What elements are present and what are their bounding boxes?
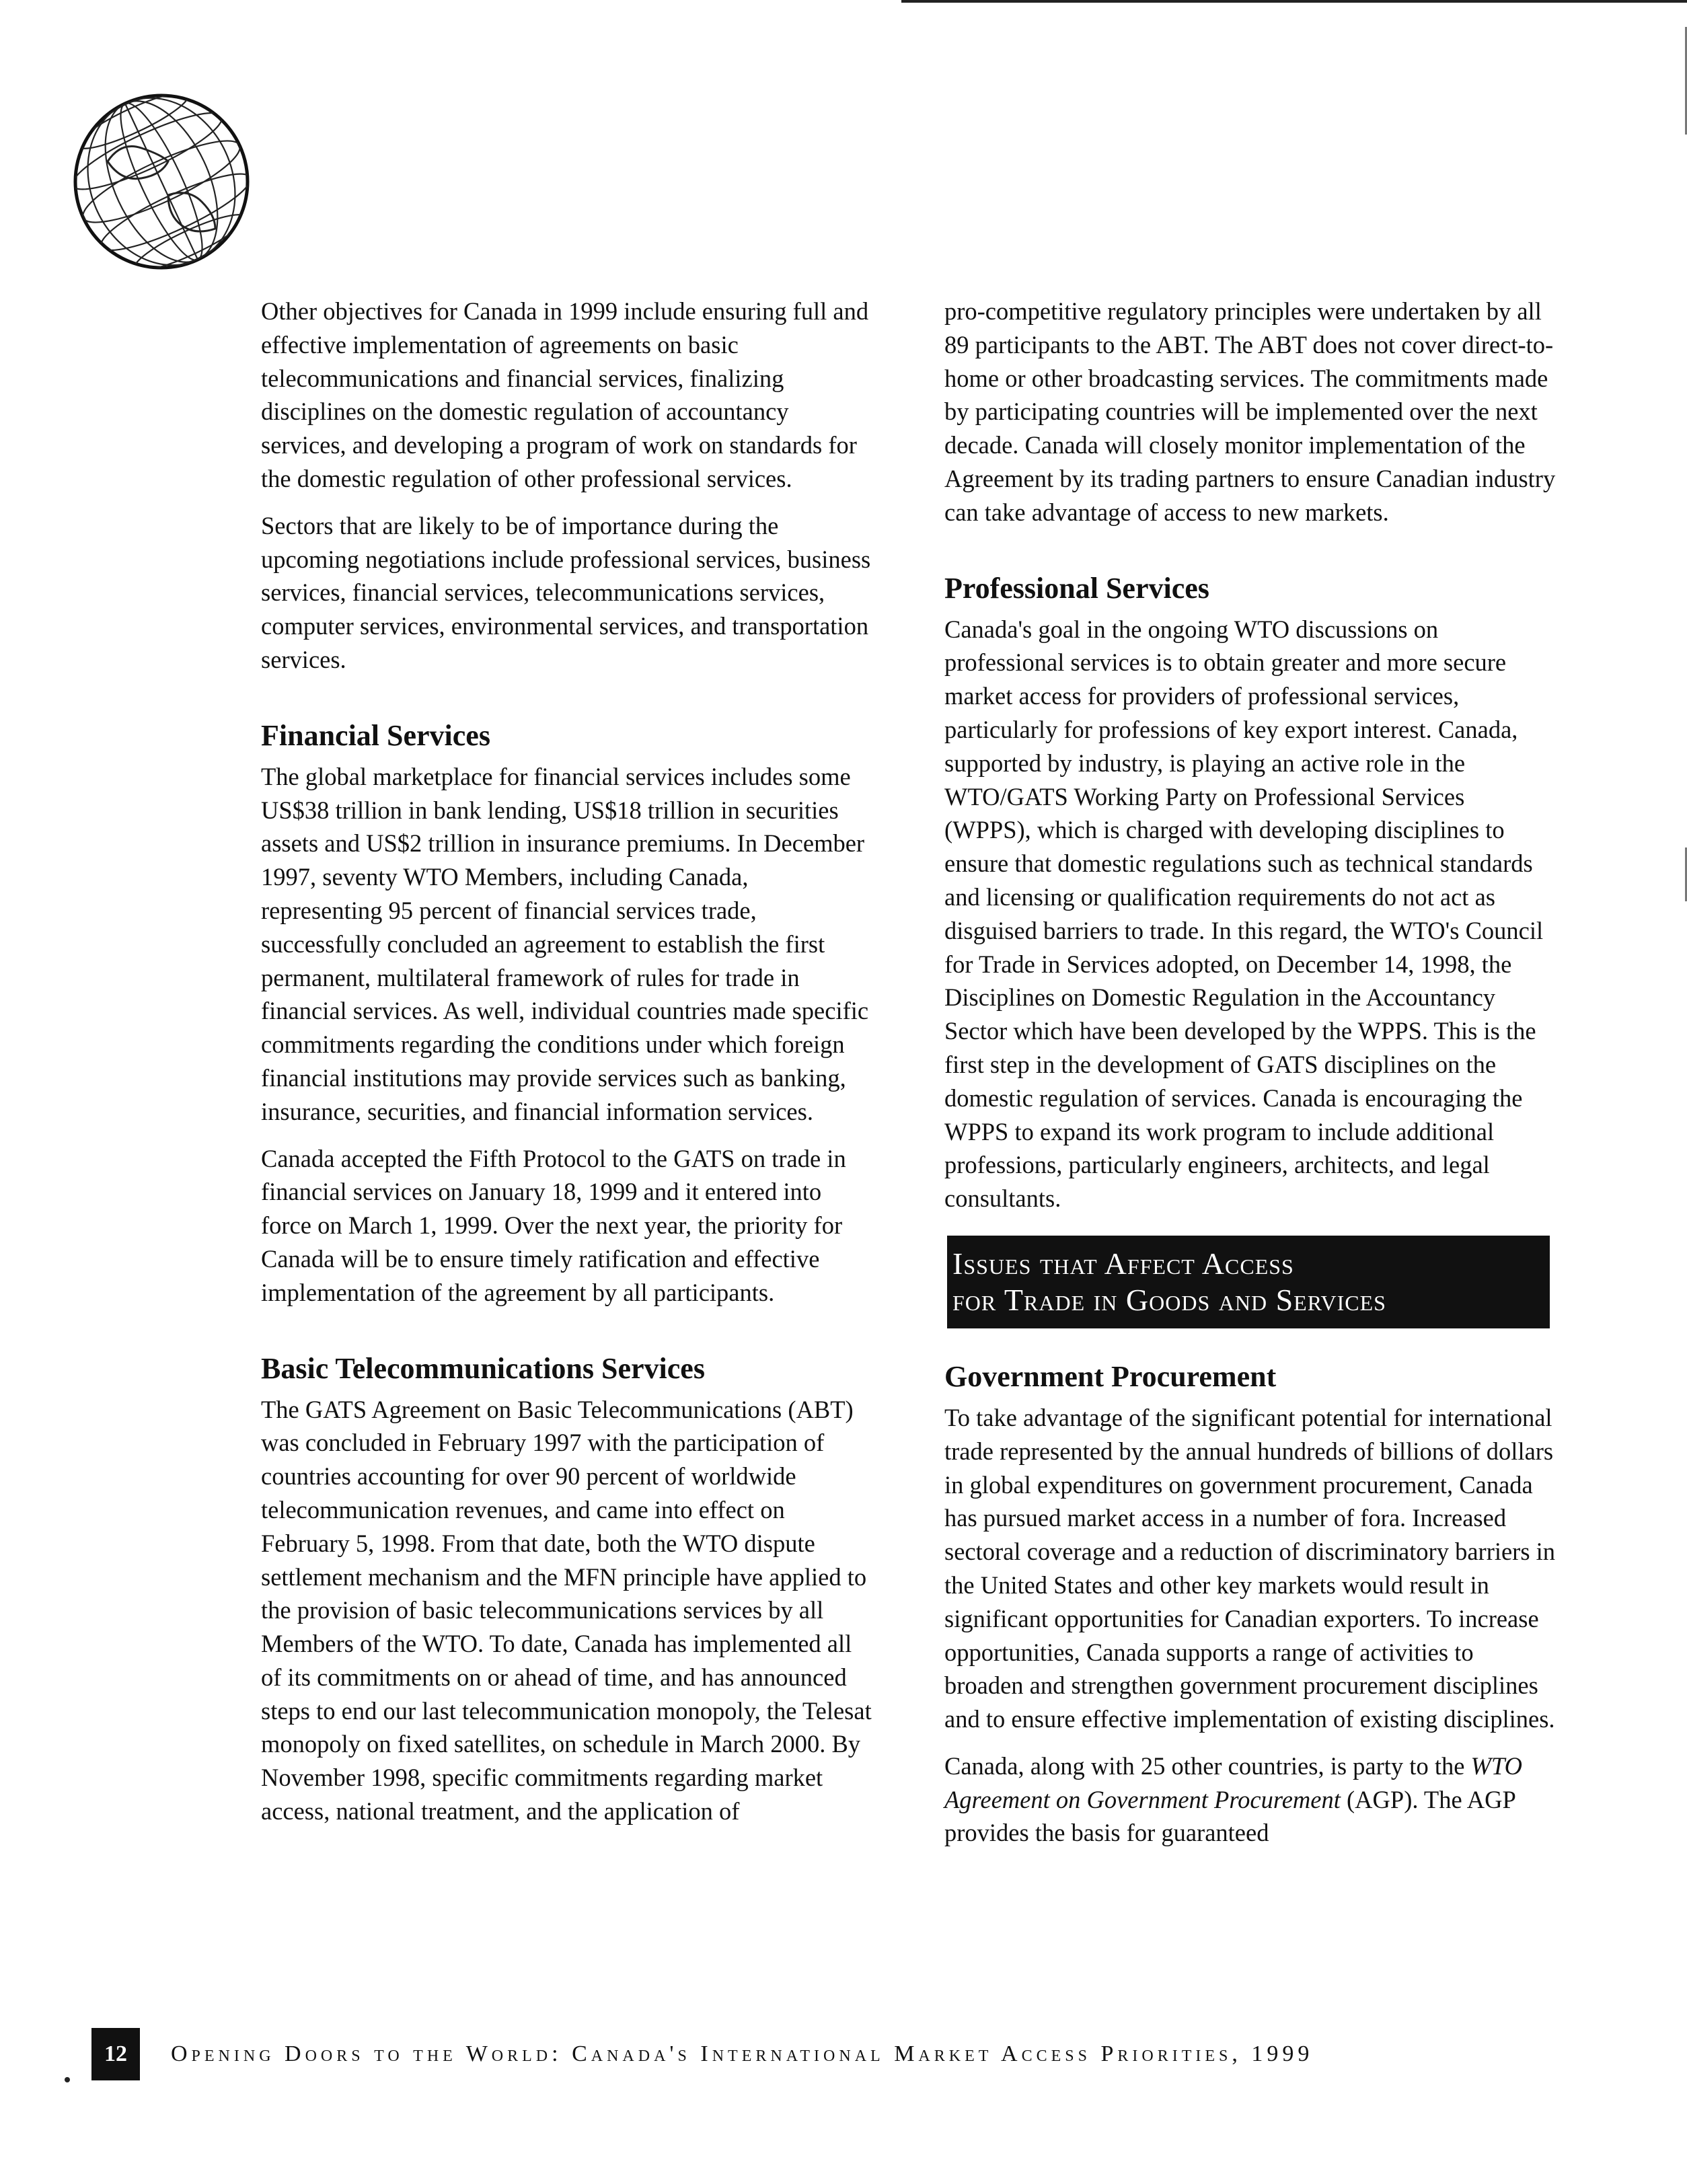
section-heading-professional-services: Professional Services [944,571,1209,605]
text-run: (AGP). The AGP provides the basis for guaranteed [944,1785,1515,1847]
section-heading-basic-telecommunications: Basic Telecommunications Services [261,1351,705,1385]
banner-line-2: for Trade in Goods and Services [952,1282,1386,1317]
paragraph: Other objectives for Canada in 1999 include ensuring full and effective implementation of agreements on basic telecommunications and financial services, finalizing disciplines on the domestic regulation of accountancy services, and developing a program of work on standards for the domestic regulation of other professional services. [261,297,869,492]
paragraph: The global marketplace for financial services includes some US$38 trillion in bank lending, US$18 trillion in securities assets and US$2 trillion in insurance premiums. In December 1997, seventy WTO Members, including Canada, representing 95 percent of financial services trade, successfully concluded an agreement to establish the first permanent, multilateral framework of rules for trade in financial services. As well, individual countries made specific commitments regarding the conditions under which foreign financial institutions may provide services such as banking, insurance, securities, and financial information services. [261,762,869,1125]
paragraph: pro-competitive regulatory principles were undertaken by all 89 participants to the ABT. The ABT does not cover direct-to-home or other broadcasting services. The commitments made by participating countries will be implemented over the next decade. Canada will closely monitor implementation of the Agreement by its trading partners to ensure Canadian industry can take advantage of access to new markets. [944,297,1556,526]
page-number: 12 [91,2028,140,2080]
section-heading-financial-services: Financial Services [261,718,490,752]
page-footer [0,2028,1687,2082]
top-rule [901,0,1687,3]
paragraph [944,1749,1557,1850]
paragraph: To take advantage of the significant potential for international trade represented by the annual hundreds of billions of dollars in global expenditures on government procurement, Canada has pursued market access in a number of fora. Increased sectoral coverage and a reduction of discriminatory barriers in the United States and other key markets would result in significant opportunities for Canadian exporters. To increase opportunities, Canada supports a range of activities to broaden and strengthen government procurement disciplines and to ensure effective implementation of existing disciplines. [944,1403,1556,1733]
text-run: Canada, along with 25 other countries, is party to the [944,1752,1471,1780]
scan-dot [65,2077,70,2082]
paragraph: The GATS Agreement on Basic Telecommunications (ABT) was concluded in February 1997 with the participation of countries accounting for over 90 percent of worldwide telecommunication revenues, and came into effect on February 5, 1998. From that date, both the WTO dispute settlement mechanism and the MFN principle have applied to the provision of basic telecommunications services by all Members of the WTO. To date, Canada has implemented all of its commitments on or ahead of time, and has announced steps to end our last telecommunication monopoly, the Telesat monopoly on fixed satellites, on schedule in March 2000. By November 1998, specific commitments regarding market access, national treatment, and the application of [261,1395,872,1825]
banner-line-1: Issues that Affect Access [952,1246,1294,1281]
left-column [261,295,873,1842]
right-column [944,295,1557,1863]
agreement-title: WTO Agreement on Government Procurement [944,1752,1522,1813]
paragraph: Canada accepted the Fifth Protocol to the GATS on trade in financial services on January 18, 1999 and it entered into force on March 1, 1999. Over the next year, the priority for Canada will be to ensure timely ratification and effective implementation of the agreement by all participants. [261,1144,846,1306]
section-heading-government-procurement: Government Procurement [944,1359,1277,1393]
running-footer-title: Opening Doors to the World: Canada's International Market Access Priorities, 1999 [171,2041,1314,2066]
globe-icon [67,87,256,276]
paragraph: Canada's goal in the ongoing WTO discussions on professional services is to obtain greater and more secure market access for providers of professional services, particularly for professions of key export interest. Canada, supported by industry, is playing an active role in the WTO/GATS Working Party on Professional Services (WPPS), which is charged with developing disciplines to ensure that domestic regulations such as technical standards and licensing or qualification requirements do not act as disguised barriers to trade. In this regard, the WTO's Council for Trade in Services adopted, on December 14, 1998, the Disciplines on Domestic Regulation in the Accountancy Sector which have been developed by the WPPS. This is the first step in the development of GATS disciplines on the domestic regulation of services. Canada is encouraging the WPPS to expand its work program to include additional professions, particularly engineers, architects, and legal consultants. [944,615,1544,1213]
section-banner [947,1236,1550,1328]
paragraph: Sectors that are likely to be of importance during the upcoming negotiations include professional services, business services, financial services, telecommunications services, computer services, environmental services, and transportation services. [261,511,871,673]
